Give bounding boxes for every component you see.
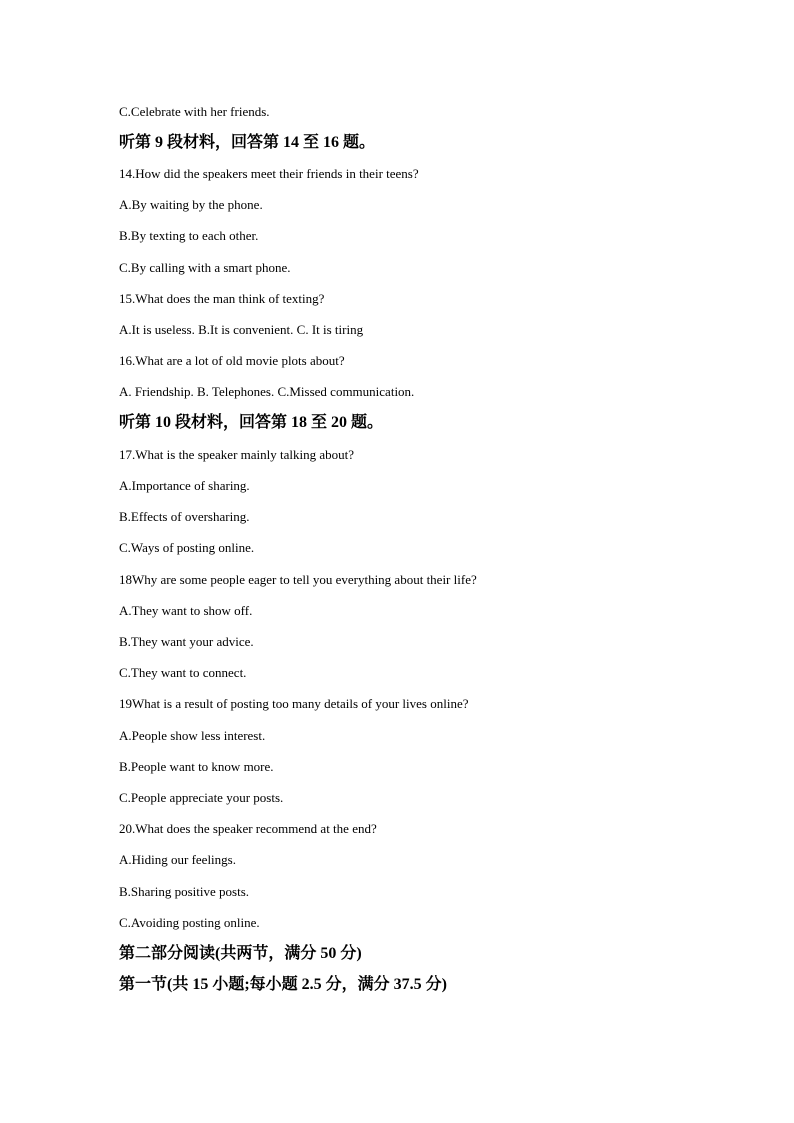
option-14b: B.By texting to each other. [119, 228, 259, 243]
option-19b: B.People want to know more. [119, 759, 274, 774]
option-13c: C.Celebrate with her friends. [119, 104, 270, 119]
option-14c: C.By calling with a smart phone. [119, 260, 291, 275]
option-18b: B.They want your advice. [119, 634, 254, 649]
section-one-heading: 第一节(共 15 小题;每小题 2.5 分，满分 37.5 分) [119, 976, 447, 993]
option-14a: A.By waiting by the phone. [119, 197, 263, 212]
question-15: 15.What does the man think of texting? [119, 291, 325, 306]
options-15: A.It is useless. B.It is convenient. C. It is tiring [119, 322, 364, 337]
question-19: 19What is a result of posting too many details of your lives online? [119, 696, 469, 711]
option-18c: C.They want to connect. [119, 665, 247, 680]
option-17b: B.Effects of oversharing. [119, 509, 250, 524]
option-17c: C.Ways of posting online. [119, 540, 255, 555]
part-two-heading: 第二部分阅读(共两节，满分 50 分) [119, 945, 362, 962]
question-18: 18Why are some people eager to tell you everything about their life? [119, 572, 477, 587]
question-14: 14.How did the speakers meet their friends in their teens? [119, 166, 419, 181]
option-19a: A.People show less interest. [119, 728, 266, 743]
question-16: 16.What are a lot of old movie plots about? [119, 353, 345, 368]
option-19c: C.People appreciate your posts. [119, 790, 284, 805]
option-20a: A.Hiding our feelings. [119, 852, 236, 867]
option-18a: A.They want to show off. [119, 603, 253, 618]
question-17: 17.What is the speaker mainly talking about? [119, 447, 355, 462]
options-16: A. Friendship. B. Telephones. C.Missed communication. [119, 384, 415, 399]
option-20b: B.Sharing positive posts. [119, 884, 250, 899]
option-20c: C.Avoiding posting online. [119, 915, 260, 930]
question-20: 20.What does the speaker recommend at the end? [119, 821, 377, 836]
section-heading-passage-10: 听第 10 段材料，回答第 18 至 20 题。 [119, 414, 384, 431]
option-17a: A.Importance of sharing. [119, 478, 250, 493]
section-heading-passage-9: 听第 9 段材料，回答第 14 至 16 题。 [119, 134, 376, 151]
